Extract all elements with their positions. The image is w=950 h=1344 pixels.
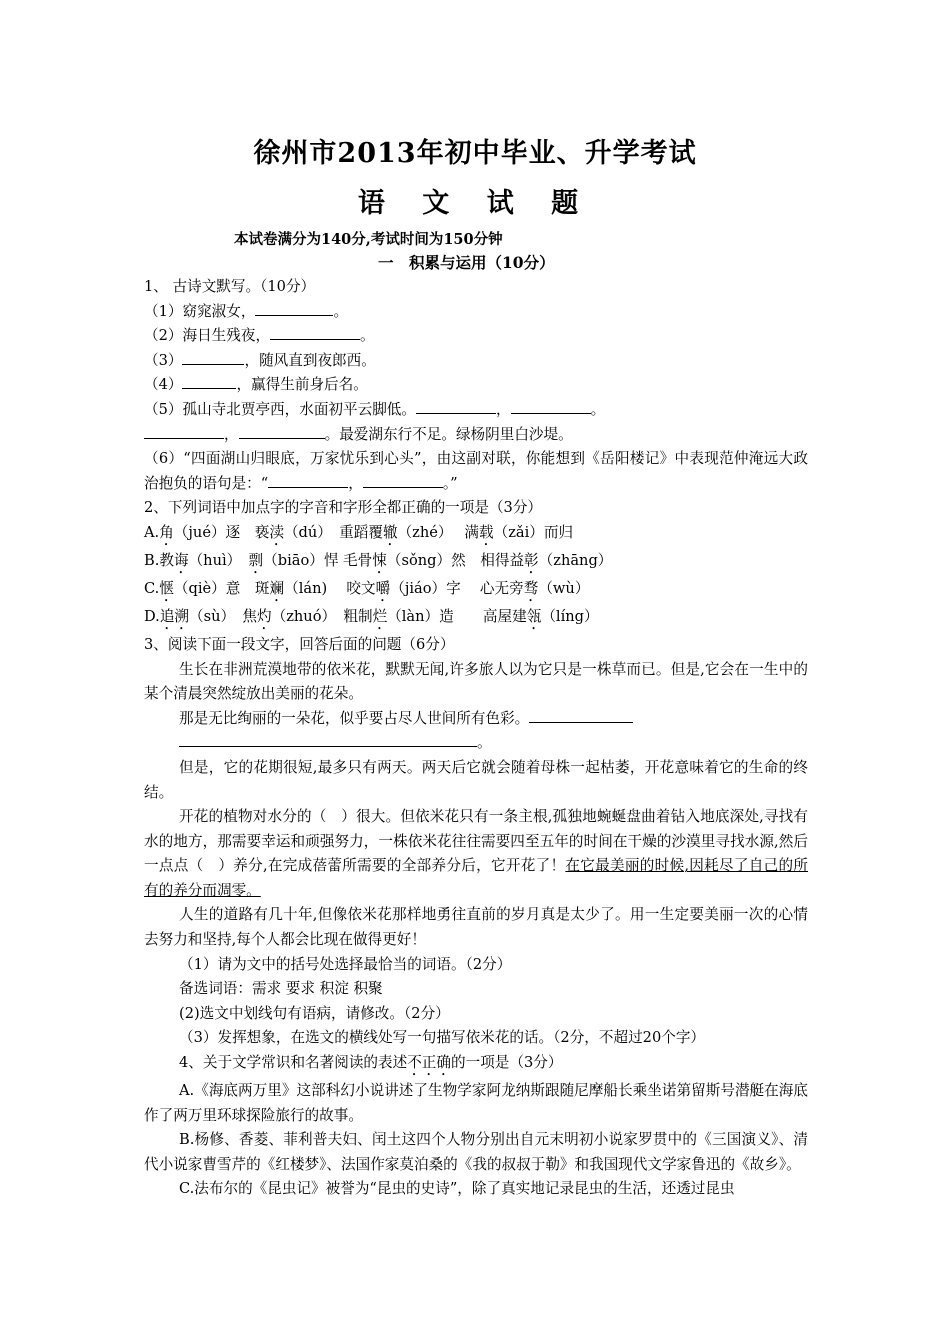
answer-blank[interactable] <box>363 473 443 488</box>
exam-title: 徐州市2013年初中毕业、升学考试 <box>253 138 697 169</box>
answer-blank[interactable] <box>239 424 325 439</box>
q3-sub-3: （3）发挥想象，在选文的横线处写一句描写依米花的话。（2分，不超过20个字） <box>179 1029 706 1047</box>
q1-line-5: （5）孤山寺北贾亭西，水面初平云脚低。 ， 。 <box>144 400 606 418</box>
exam-info: 本试卷满分为140分,考试时间为150分钟 <box>234 231 503 248</box>
q2-stem: 2、下列词语中加点字的字音和字形全都正确的一项是（3分） <box>144 499 543 517</box>
q3-sub-1: （1）请为文中的括号处选择最恰当的词语。（2分） <box>179 955 512 973</box>
q1-line-5-cont: ， 。最爱湖东行不足。绿杨阴里白沙堤。 <box>144 423 808 448</box>
answer-blank[interactable] <box>270 325 360 340</box>
q1-line-3: （3） ，随风直到夜郎西。 <box>144 351 376 369</box>
exam-body <box>144 275 808 1202</box>
q3-paragraph-3: 但是，它的花期很短,最多只有两天。两天后它就会随着母株一起枯萎，开花意味着它的生命的终结。 <box>144 758 808 801</box>
q1-stem: 1、 古诗文默写。（10分） <box>144 278 316 295</box>
q3-paragraph-4: 开花的植物对水分的（ ）很大。但依米花只有一条主根,孤独地蜿蜒盘曲着钻入地底深处,寻找有水的地方，那需要幸运和顽强努力，一株依米花往往需要四至五年的时间在干燥的沙漠里寻找水源,然后一点点（ ）养分,在完成蓓蕾所需要的全部养分后，它开花了！在它最美丽的时候,因耗尽了自己的所有的养分而凋零。 <box>144 808 808 899</box>
q3-paragraph-1: 生长在非洲荒漠地带的依米花，默默无闻,许多旅人以为它只是一株草而已。但是,它会在一生中的某个清晨突然绽放出美丽的花朵。 <box>144 660 808 703</box>
underlined-sentence: 在它最美丽的时候,因耗尽了自己的所有的养分而凋零。 <box>144 857 808 899</box>
answer-blank[interactable] <box>416 399 496 414</box>
answer-blank[interactable] <box>144 424 224 439</box>
answer-blank[interactable] <box>255 301 333 316</box>
q3-sub-2: (2)选文中划线句有语病，请修改。（2分） <box>179 1004 450 1022</box>
q2-option-b: B.教诲（huì） 剽（biāo）悍 毛骨悚（sǒng）然 相得益彰（zhāng） <box>144 551 613 569</box>
q3-word-options: 备选词语：需求 要求 积淀 积聚 <box>179 980 383 998</box>
q1-line-1: （1）窈窕淑女， 。 <box>144 302 349 320</box>
q3-paragraph-5: 人生的道路有几十年,但像依米花那样地勇往直前的岁月真是太少了。用一生定要美丽一次的心情去努力和坚持,每个人都会比现在做得更好！ <box>144 906 808 949</box>
q2-option-c: C.惬（qiè）意 斑斓（lán) 咬文嚼（jiáo）字 心无旁骛（wù） <box>144 579 590 597</box>
answer-blank[interactable] <box>268 473 348 488</box>
q4-option-c: C.法布尔的《昆虫记》被誉为“昆虫的史诗”，除了真实地记录昆虫的生活，还透过昆虫 <box>179 1180 735 1198</box>
subject-title: 语 文 试 题 <box>357 188 593 219</box>
q3-stem: 3、阅读下面一段文字，回答后面的问题（6分） <box>144 635 455 653</box>
answer-blank[interactable] <box>511 399 591 414</box>
q4-option-b: B.杨修、香菱、菲利普夫妇、闰土这四个人物分别出自元末明初小说家罗贯中的《三国演义》、清代小说家曹雪芹的《红楼梦》、法国作家莫泊桑的《我的叔叔于勒》和我国现代文学家鲁迅的《故乡》。 <box>144 1131 808 1173</box>
q4-option-a: A.《海底两万里》这部科幻小说讲述了生物学家阿龙纳斯跟随尼摩船长乘坐诺第留斯号潜艇在海底作了两万里环球探险旅行的故事。 <box>144 1082 808 1124</box>
q3-paragraph-2: 那是无比绚丽的一朵花，似乎要占尽人世间所有色彩。 <box>144 707 808 732</box>
q2-option-a: A.角（jué）逐 亵渎（dú） 重蹈覆辙（zhé） 满载（zǎi）而归 <box>144 523 574 541</box>
section-heading: 一 积累与运用（10分） <box>378 253 555 272</box>
answer-blank[interactable] <box>182 350 244 365</box>
q2-option-d: D.追溯（sù） 焦灼（zhuó） 粗制烂（làn）造 高屋建瓴（líng） <box>144 607 599 625</box>
answer-blank[interactable] <box>182 374 236 389</box>
q1-line-6: （6）“四面湖山归眼底，万家忧乐到心头”，由这副对联，你能想到《岳阳楼记》中表现范仲淹远大政治抱负的语句是：“ ， 。” <box>144 450 808 492</box>
answer-blank[interactable] <box>179 732 477 747</box>
answer-blank[interactable] <box>529 708 633 723</box>
q1-line-2: （2）海日生残夜， 。 <box>144 327 375 345</box>
q1-line-4: （4） ，赢得生前身后名。 <box>144 376 368 394</box>
q3-paragraph-2-cont: 。 <box>144 731 808 756</box>
q4-stem: 4、关于文学常识和名著阅读的表述不正确的一项是（3分） <box>179 1054 563 1072</box>
